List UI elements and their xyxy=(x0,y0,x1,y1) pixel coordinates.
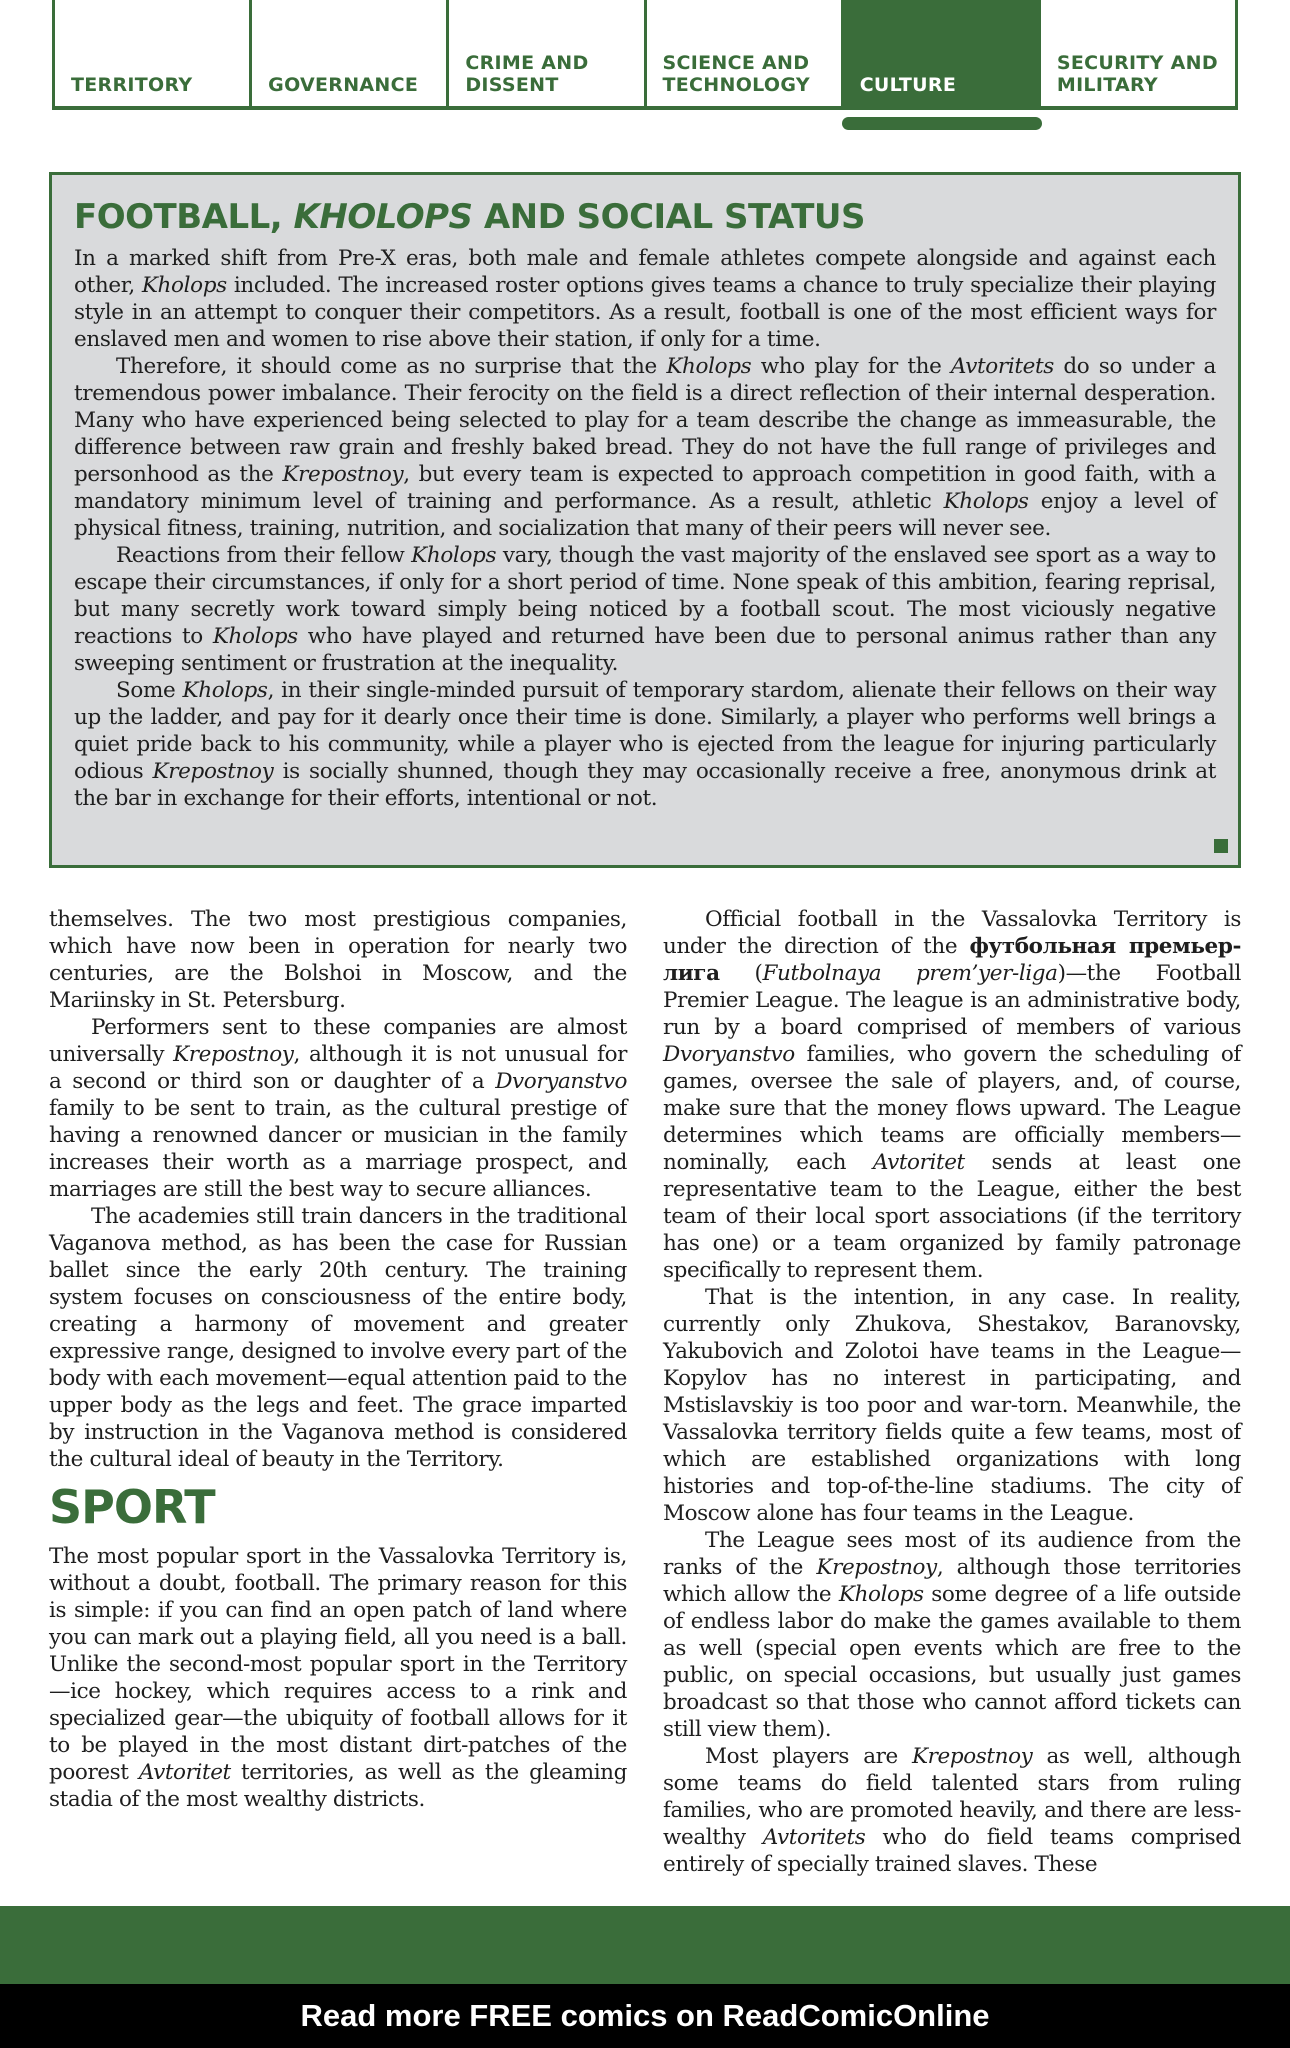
body-paragraph: That is the intention, in any case. In reality, currently only Zhukova, Shestakov, Baranovsky, Yakubovich and Zolotoi have teams in the League—Kopylov has no interest in participating, and Mstislavskiy is too poor and war-torn. Meanwhile, the Vassalovka territory fields quite a few teams, most of which are established organizations with long histories and top-of-the-line stadiums. The city of Moscow alone has four teams in the League. xyxy=(663,1285,1241,1526)
body-paragraph: Official football in the Vassalovka Territory is under the direction of the футбольная премьер-лига (Futbolnaya prem’yer-liga)—the Football Premier League. The league is an administrative body, run by a board comprised of members of various Dvoryanstvo families, who govern the scheduling of games, oversee the sale of players, and, of course, make sure that the money flows upward. The League determines which teams are officially members—nominally, each Avtoritet sends at least one representative team to the League, either the best team of their local sport associations (if the territory has one) or a team organized by family patronage specifically to represent them. xyxy=(663,907,1241,1283)
sidebar-paragraph: Reactions from their fellow Kholops vary, though the vast majority of the enslaved see sport as a way to escape their circumstances, if only for a short period of time. None speak of this ambition, fearing reprisal, but many secretly work toward simply being noticed by a football scout. The most viciously negative reactions to Kholops who have played and returned have been due to personal animus rather than any sweeping sentiment or frustration at the inequality. xyxy=(74,543,1217,676)
tab-territory[interactable]: TERRITORY xyxy=(55,0,252,106)
sidebar-box xyxy=(49,172,1241,868)
sidebar-paragraph: Therefore, it should come as no surprise that the Kholops who play for the Avtoritets do so under a tremendous power imbalance. Their ferocity on the field is a direct reflection of their internal desperation. Many who have experienced being selected to play for a team describe the change as immeasurable, the difference between raw grain and freshly baked bread. They do not have the full range of privileges and personhood as the Krepostnoy, but every team is expected to approach competition in good faith, with a mandatory minimum level of training and performance. As a result, athletic Kholops enjoy a level of physical fitness, training, nutrition, and socialization that many of their peers will never see. xyxy=(74,354,1216,541)
tab-security-and-military[interactable]: SECURITY AND MILITARY xyxy=(1056,52,1218,96)
body-paragraph: The most popular sport in the Vassalovka Territory is, without a doubt, football. The primary reason for this is simple: if you can find an open patch of land where you can mark out a playing field, all you need is a ball. Unlike the second-most popular sport in the Territory—ice hockey, which requires access to a rink and specialized gear—the ubiquity of football allows for it to be played in the most distant dirt-patches of the poorest Avtoritet territories, as well as the gleaming stadia of the most wealthy districts. xyxy=(49,1544,627,1812)
body-paragraph: themselves. The two most prestigious companies, which have now been in operation for nearly two centuries, are the Bolshoi in Moscow, and the Mariinsky in St. Petersburg. xyxy=(49,907,627,1013)
right-column xyxy=(663,906,1241,1878)
sidebar-title: FOOTBALL, KHOLOPS AND SOCIAL STATUS xyxy=(74,197,865,237)
body-paragraph: Performers sent to these companies are almost universally Krepostnoy, although it is not unusual for a second or third son or daughter of a Dvoryanstvo family to be sent to train, as the cultural prestige of having a renowned dancer or musician in the family increases their worth as a marriage prospect, and marriages are still the best way to secure alliances. xyxy=(49,1015,627,1202)
body-paragraph: Most players are Krepostnoy as well, although some teams do field talented stars from ruling families, who are promoted heavily, and there are less-wealthy Avtoritets who do field teams comprised entirely of specially trained slaves. These xyxy=(663,1744,1242,1877)
tab-crime-and-dissent[interactable]: CRIME AND DISSENT xyxy=(449,0,646,106)
sidebar-paragraph: Some Kholops, in their single-minded pursuit of temporary stardom, alienate their fellows on their way up the ladder, and pay for it dearly once their time is done. Similarly, a player who performs well brings a quiet pride back to his community, while a player who is ejected from the league for injuring particularly odious Krepostnoy is socially shunned, though they may occasionally receive a free, anonymous drink at the bar in exchange for their efforts, intentional or not. xyxy=(74,678,1216,811)
sidebar-paragraph: In a marked shift from Pre-X eras, both male and female athletes compete alongside and against each other, Kholops included. The increased roster options gives teams a chance to truly specialize their playing style in an attempt to conquer their competitors. As a result, football is one of the most efficient ways for enslaved men and women to rise above their station, if only for a time. xyxy=(74,246,1216,352)
section-tabs xyxy=(52,0,1238,110)
tab-governance[interactable]: GOVERNANCE xyxy=(252,0,449,106)
end-square-icon xyxy=(1214,839,1228,853)
section-heading-sport: SPORT xyxy=(49,1480,215,1534)
promo-banner[interactable] xyxy=(0,1984,1290,2048)
tab-culture[interactable]: CULTURE xyxy=(844,0,1041,106)
footer-band xyxy=(0,1906,1290,1984)
promo-banner-text: Read more FREE comics on ReadComicOnline xyxy=(300,1998,990,2033)
active-tab-indicator xyxy=(842,117,1042,130)
tab-science-and-technology[interactable]: SCIENCE AND TECHNOLOGY xyxy=(647,0,844,106)
left-column xyxy=(49,906,627,1813)
body-paragraph: The League sees most of its audience from the ranks of the Krepostnoy, although those territories which allow the Kholops some degree of a life outside of endless labor do make the games available to them as well (special open events which are free to the public, on special occasions, but usually just games broadcast so that those who cannot afford tickets can still view them). xyxy=(663,1528,1242,1742)
body-paragraph: The academies still train dancers in the traditional Vaganova method, as has been the case for Russian ballet since the early 20th century. The training system focuses on consciousness of the entire body, creating a harmony of movement and greater expressive range, designed to involve every part of the body with each movement—equal attention paid to the upper body as the legs and feet. The grace imparted by instruction in the Vaganova method is considered the cultural ideal of beauty in the Territory. xyxy=(49,1204,627,1472)
